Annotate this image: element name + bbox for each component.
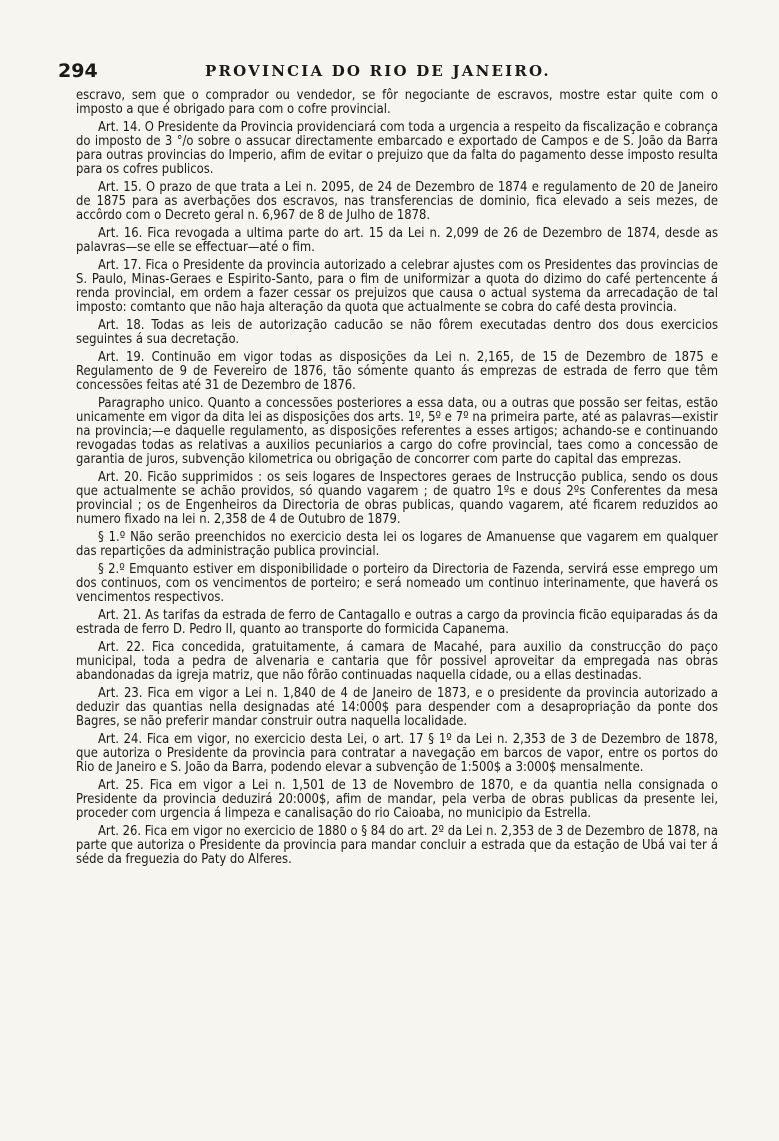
running-title: PROVINCIA DO RIO DE JANEIRO. bbox=[205, 62, 551, 80]
paragraph-art-22: Art. 22. Fica concedida, gratuitamente, á camara de Macahé, para auxilio da construcção do paço municipal, toda a pedra de alvenaria e cantaria que fôr possivel aproveitar da empregada nas obras abandonadas da igreja matriz, que não fôrão continuadas naquella cidade, ou a ellas destinadas. bbox=[76, 640, 718, 683]
paragraph-art-16: Art. 16. Fica revogada a ultima parte do art. 15 da Lei n. 2,099 de 26 de Dezembro de 1874, desde as palavras—se elle se effectuar—até o fim. bbox=[76, 226, 718, 255]
paragraph-art-20-section-1: § 1.º Não serão preenchidos no exercicio desta lei os logares de Amanuense que vagarem em qualquer das repartições da administração publica provincial. bbox=[76, 530, 718, 559]
paragraph-art-20: Art. 20. Ficão supprimidos : os seis logares de Inspectores geraes de Instrucção publica, sendo os dous que actualmente se achão providos, só quando vagarem ; de quatro 1ºs e dous 2ºs Conferentes da mesa provincial ; os de Engenheiros da Directoria de obras publicas, quando vagarem, até ficarem reduzidos ao numero fixado na lei n. 2,358 de 4 de Outubro de 1879. bbox=[76, 470, 718, 527]
paragraph-art-18: Art. 18. Todas as leis de autorização caducão se não fôrem executadas dentro dos dous exercicios seguintes á sua decretação. bbox=[76, 318, 718, 347]
paragraph-art-24: Art. 24. Fica em vigor, no exercicio desta Lei, o art. 17 § 1º da Lei n. 2,353 de 3 de Dezembro de 1878, que autoriza o Presidente da provincia para contratar a navegação em barcos de vapor, entre os portos do Rio de Janeiro e S. João da Barra, podendo elevar a subvenção de 1:500$ a 3:000$ mensalmente. bbox=[76, 732, 718, 775]
paragraph-art-17: Art. 17. Fica o Presidente da provincia autorizado a celebrar ajustes com os Presidentes das provincias de S. Paulo, Minas-Geraes e Espirito-Santo, para o fim de uniformizar a quota do dizimo do café pertencente á renda provincial, em ordem a fazer cessar os prejuizos que causa o actual systema da arrecadação de tal imposto: comtanto que não haja alteração da quota que actualmente se cobra do café desta provincia. bbox=[76, 258, 718, 315]
paragraph-art-14: Art. 14. O Presidente da Provincia providenciará com toda a urgencia a respeito da fiscalização e cobrança do imposto de 3 °/o sobre o assucar directamente embarcado e exportado de Campos e de S. João da Barra para outras provincias do Imperio, afim de evitar o prejuizo que da falta do pagamento desse imposto resulta para os cofres publicos. bbox=[76, 120, 718, 177]
page-header bbox=[0, 60, 779, 82]
paragraph-art-20-section-2: § 2.º Emquanto estiver em disponibilidade o porteiro da Directoria de Fazenda, servirá esse emprego um dos continuos, com os vencimentos de porteiro; e será nomeado um continuo interinamente, que haverá os vencimentos respectivos. bbox=[76, 562, 718, 605]
paragraph-art-26: Art. 26. Fica em vigor no exercicio de 1880 o § 84 do art. 2º da Lei n. 2,353 de 3 de Dezembro de 1878, na parte que autoriza o Presidente da provincia para mandar concluir a estrada que da estação de Ubá vai ter á séde da freguezia do Paty do Alferes. bbox=[76, 824, 718, 867]
paragraph-art-25: Art. 25. Fica em vigor a Lei n. 1,501 de 13 de Novembro de 1870, e da quantia nella consignada o Presidente da provincia deduzirá 20:000$, afim de mandar, pela verba de obras publicas da presente lei, proceder com urgencia á limpeza e canalisação do rio Caioaba, no municipio da Estrella. bbox=[76, 778, 718, 821]
paragraph-art-15: Art. 15. O prazo de que trata a Lei n. 2095, de 24 de Dezembro de 1874 e regulamento de 20 de Janeiro de 1875 para as averbações dos escravos, nas transferencias de dominio, fica elevado a seis mezes, de accôrdo com o Decreto geral n. 6,967 de 8 de Julho de 1878. bbox=[76, 180, 718, 223]
body-text bbox=[76, 89, 718, 871]
paragraph-paragrapho-unico: Paragrapho unico. Quanto a concessões posteriores a essa data, ou a outras que possão ser feitas, estão unicamente em vigor da dita lei as disposições dos arts. 1º, 5º e 7º na primeira parte, até as palavras—existir na provincia;—e daquelle regulamento, as disposições referentes a esses artigos; achando-se e continuando revogadas todas as relativas a auxilios pecuniarios a cargo do cofre provincial, taes como a concessão de garantia de juros, subvenção kilometrica ou obrigação de concorrer com parte do capital das emprezas. bbox=[76, 396, 718, 467]
paragraph-art-19: Art. 19. Continuão em vigor todas as disposições da Lei n. 2,165, de 15 de Dezembro de 1875 e Regulamento de 9 de Fevereiro de 1876, tão sómente quanto ás emprezas de estrada de ferro que têm concessões feitas até 31 de Dezembro de 1876. bbox=[76, 350, 718, 393]
paragraph-art-21: Art. 21. As tarifas da estrada de ferro de Cantagallo e outras a cargo da provincia ficão equiparadas ás da estrada de ferro D. Pedro II, quanto ao transporte do formicida Capanema. bbox=[76, 608, 718, 637]
page-number: 294 bbox=[58, 60, 98, 82]
paragraph-continuation: escravo, sem que o comprador ou vendedor, se fôr negociante de escravos, mostre estar quite com o imposto a que é obrigado para com o cofre provincial. bbox=[76, 88, 718, 117]
paragraph-art-23: Art. 23. Fica em vigor a Lei n. 1,840 de 4 de Janeiro de 1873, e o presidente da provincia autorizado a deduzir das quantias nella designadas até 14:000$ para despender com a desapropriação da ponte dos Bagres, se não preferir mandar construir outra naquella localidade. bbox=[76, 686, 718, 729]
